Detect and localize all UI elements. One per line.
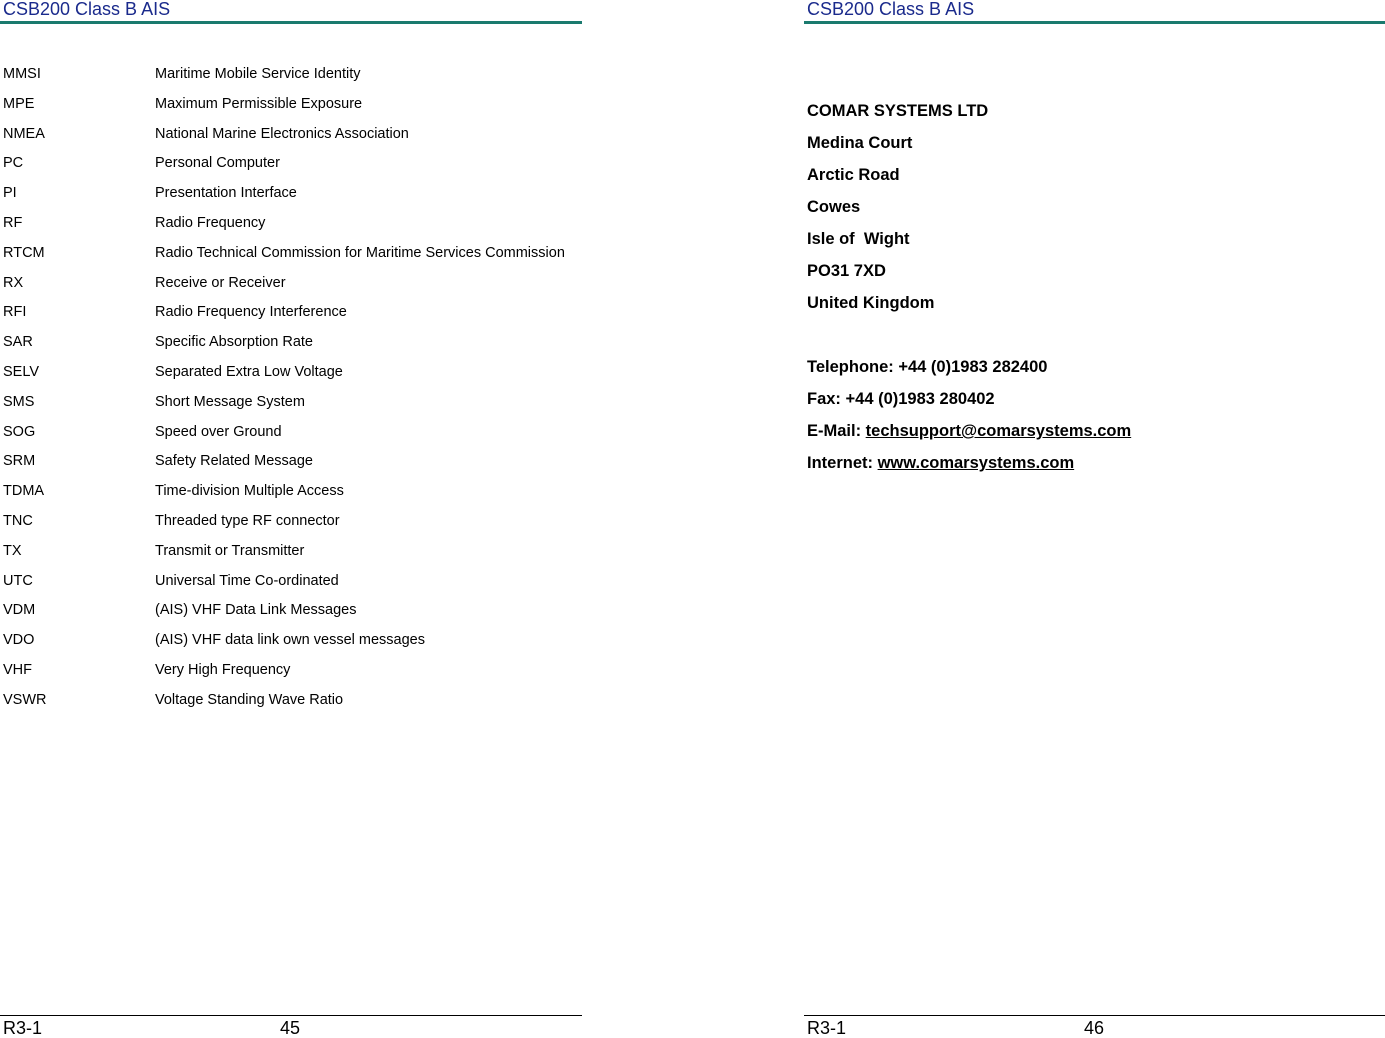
glossary-row	[3, 215, 578, 233]
glossary-definition: Radio Frequency Interference	[155, 304, 347, 321]
glossary-row	[3, 185, 578, 203]
glossary-row	[3, 632, 578, 650]
glossary-abbreviation: RX	[3, 274, 24, 291]
footer-rule	[804, 1015, 1385, 1016]
page-number: 45	[280, 1018, 301, 1038]
email-link[interactable]: techsupport@comarsystems.com	[865, 422, 1132, 440]
glossary-abbreviation: SELV	[3, 363, 40, 380]
glossary-row	[3, 66, 578, 84]
glossary-abbreviation: SAR	[3, 334, 33, 351]
header-rule	[804, 21, 1385, 24]
glossary-definition: Personal Computer	[155, 155, 280, 172]
left-page	[0, 0, 582, 1036]
glossary-row	[3, 662, 578, 680]
glossary-row	[3, 692, 578, 710]
glossary-definition: Maximum Permissible Exposure	[155, 95, 363, 112]
glossary-abbreviation: SOG	[3, 423, 36, 440]
glossary-abbreviation: PI	[3, 185, 17, 202]
contact-block	[807, 100, 1131, 484]
glossary-abbreviation: SMS	[3, 393, 35, 410]
glossary-row	[3, 573, 578, 591]
company-name: COMAR SYSTEMS LTD	[807, 102, 989, 120]
glossary-definition: Threaded type RF connector	[155, 512, 340, 529]
website-row	[807, 452, 1131, 484]
glossary-definition: Time-division Multiple Access	[155, 483, 344, 500]
footer-rule	[0, 1015, 582, 1016]
glossary-row	[3, 394, 578, 412]
glossary-abbreviation: VDO	[3, 632, 35, 649]
glossary-row	[3, 543, 578, 561]
spacer	[807, 324, 1131, 356]
country: United Kingdom	[807, 294, 935, 312]
glossary-definition: Radio Technical Commission for Maritime Services Commission	[155, 244, 565, 261]
glossary-definition: Universal Time Co-ordinated	[155, 572, 339, 589]
glossary-definition: Safety Related Message	[155, 453, 313, 470]
header-title: CSB200 Class B AIS	[807, 0, 975, 19]
address-line: Medina Court	[807, 134, 913, 152]
page-number: 46	[1084, 1018, 1105, 1038]
glossary-definition: (AIS) VHF Data Link Messages	[155, 602, 357, 619]
internet-label: Internet:	[807, 454, 878, 472]
glossary-row	[3, 483, 578, 501]
glossary-definition: Very High Frequency	[155, 661, 291, 678]
glossary-abbreviation: SRM	[3, 453, 36, 470]
telephone: Telephone: +44 (0)1983 282400	[807, 358, 1048, 376]
glossary-abbreviation: MPE	[3, 95, 35, 112]
glossary-definition: National Marine Electronics Association	[155, 125, 409, 142]
glossary-definition: Maritime Mobile Service Identity	[155, 66, 361, 82]
glossary-abbreviation: UTC	[3, 572, 33, 589]
glossary-definition: Specific Absorption Rate	[155, 334, 313, 351]
fax: Fax: +44 (0)1983 280402	[807, 390, 995, 408]
glossary-list	[3, 66, 578, 722]
glossary-definition: Presentation Interface	[155, 185, 297, 202]
address-line: Arctic Road	[807, 166, 900, 184]
glossary-definition: Voltage Standing Wave Ratio	[155, 691, 344, 708]
email-label: E-Mail:	[807, 422, 866, 440]
postcode: PO31 7XD	[807, 262, 886, 280]
glossary-row	[3, 245, 578, 263]
glossary-row	[3, 602, 578, 620]
glossary-definition: Radio Frequency	[155, 214, 266, 231]
glossary-row	[3, 334, 578, 352]
glossary-abbreviation: TX	[3, 542, 22, 559]
footer-revision: R3-1	[3, 1018, 43, 1038]
glossary-row	[3, 96, 578, 114]
glossary-row	[3, 513, 578, 531]
glossary-abbreviation: TDMA	[3, 483, 45, 500]
glossary-definition: Separated Extra Low Voltage	[155, 363, 343, 380]
glossary-row	[3, 275, 578, 293]
header-title: CSB200 Class B AIS	[3, 0, 171, 19]
glossary-abbreviation: VSWR	[3, 691, 47, 708]
glossary-abbreviation: RTCM	[3, 244, 45, 261]
website-link[interactable]: www.comarsystems.com	[877, 454, 1075, 472]
glossary-definition: Short Message System	[155, 393, 305, 410]
glossary-abbreviation: MMSI	[3, 66, 41, 82]
header-rule	[0, 21, 582, 24]
glossary-definition: Transmit or Transmitter	[155, 542, 305, 559]
glossary-row	[3, 424, 578, 442]
glossary-row	[3, 364, 578, 382]
glossary-definition: (AIS) VHF data link own vessel messages	[155, 632, 425, 649]
glossary-abbreviation: RFI	[3, 304, 27, 321]
glossary-definition: Speed over Ground	[155, 423, 282, 440]
email-row	[807, 420, 1131, 452]
glossary-definition: Receive or Receiver	[155, 274, 286, 291]
footer-revision: R3-1	[807, 1018, 847, 1038]
glossary-abbreviation: NMEA	[3, 125, 45, 142]
glossary-row	[3, 453, 578, 471]
glossary-abbreviation: TNC	[3, 512, 33, 529]
address-line: Isle of Wight	[807, 230, 910, 248]
right-page	[804, 0, 1385, 1036]
glossary-row	[3, 304, 578, 322]
glossary-abbreviation: VHF	[3, 661, 32, 678]
glossary-abbreviation: VDM	[3, 602, 36, 619]
glossary-abbreviation: PC	[3, 155, 24, 172]
glossary-row	[3, 126, 578, 144]
glossary-row	[3, 155, 578, 173]
address-line: Cowes	[807, 198, 861, 216]
glossary-abbreviation: RF	[3, 214, 23, 231]
